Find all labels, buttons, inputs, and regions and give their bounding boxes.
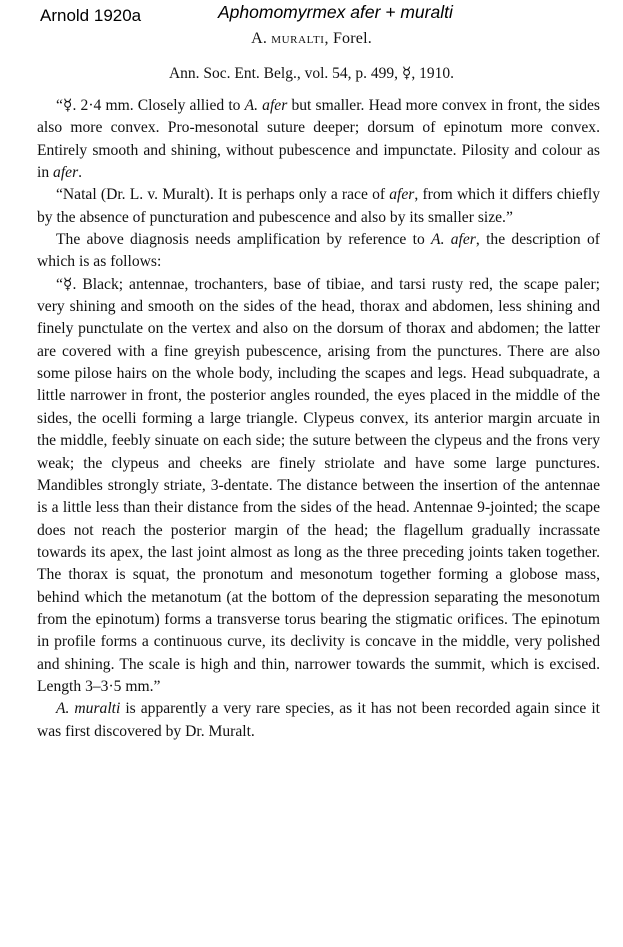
species-author: , Forel. — [324, 30, 372, 47]
taxon-label: Aphomomyrmex afer + muralti — [218, 2, 453, 22]
text-run: “Natal (Dr. L. v. Muralt). It is perhaps only a race of — [56, 186, 390, 204]
citation: Ann. Soc. Ent. Belg., vol. 54, p. 499, ☿, 1910. — [168, 65, 455, 82]
paragraph-original-description — [37, 95, 600, 184]
text-run: but smaller. Head more convex in front, the sides also more convex. Pro-mesonotal suture deeper; dorsum of epinotum more convex. Entirely smooth and shining, without pubescence and impunctate. Pilosity and colour as in — [37, 97, 600, 182]
text-run: The above diagnosis needs amplification by reference to — [56, 231, 432, 249]
body-text — [37, 95, 600, 743]
paragraph-remark — [37, 698, 600, 743]
paragraph-locality — [37, 184, 600, 229]
italic-taxon: afer — [389, 186, 415, 204]
source-label: Arnold 1920a — [40, 6, 142, 25]
text-run: . — [78, 164, 83, 182]
genus-abbrev: A. — [251, 30, 272, 47]
text-run: is apparently a very rare species, as it has not been recorded again since it was first discovered by Dr. Muralt. — [37, 700, 600, 740]
text-run: , from which it differs chiefly by the absence of puncturation and pubescence and also by its smaller size.” — [37, 186, 600, 226]
species-name: muralti — [271, 30, 325, 47]
italic-taxon: A. afer — [244, 97, 288, 114]
text-run: “☿. 2·4 mm. Closely allied to — [56, 97, 245, 114]
species-heading — [0, 30, 623, 48]
text-run: , the description of which is as follows: — [37, 231, 600, 271]
italic-taxon: A. muralti — [56, 700, 121, 718]
italic-taxon: A. afer — [431, 231, 476, 249]
paragraph-afer-description: “☿. Black; antennae, trochanters, base of tibiae, and tarsi rusty red, the scape paler; very shining and smooth on the sides of the head, thorax and abdomen, less shining and finely punctulate on the vertex and also on the dorsum of thorax and abdomen; the latter are covered with a fine greyish pubescence, arising from the punctures. There are also some pilose hairs on the whole body, including the scapes and legs. Head subquadrate, a little narrower in front, the posterior angles rounded, the eyes placed in the middle of the sides, the ocelli forming a large triangle. Clypeus convex, its anterior margin arcuate in the middle, feebly sinuate on each side; the suture between the clypeus and the frons very weak; the clypeus and cheeks are finely striolate and have some large punctures. Mandibles strongly striate, 3-dentate. The distance between the insertion of the antennae is a little less than their distance from the sides of the head. Antennae 9-jointed; the scape does not reach the posterior margin of the head; the flagellum gradually incrassate towards its apex, the last joint almost as long as the three preceding joints taken together. The thorax is squat, the pronotum and mesonotum together forming a globose mass, behind which the metanotum (at the bottom of the depression separating the mesonotum from the epinotum) forms a transverse torus bearing the stigmatic orifices. The epinotum in profile forms a continuous curve, its declivity is concave in the middle, very polished and shining. The scale is high and thin, narrower towards the summit, which is excised. Length 3–3·5 mm.” — [37, 275, 600, 695]
italic-taxon: afer — [53, 164, 79, 182]
paragraph-amplification — [37, 229, 600, 274]
